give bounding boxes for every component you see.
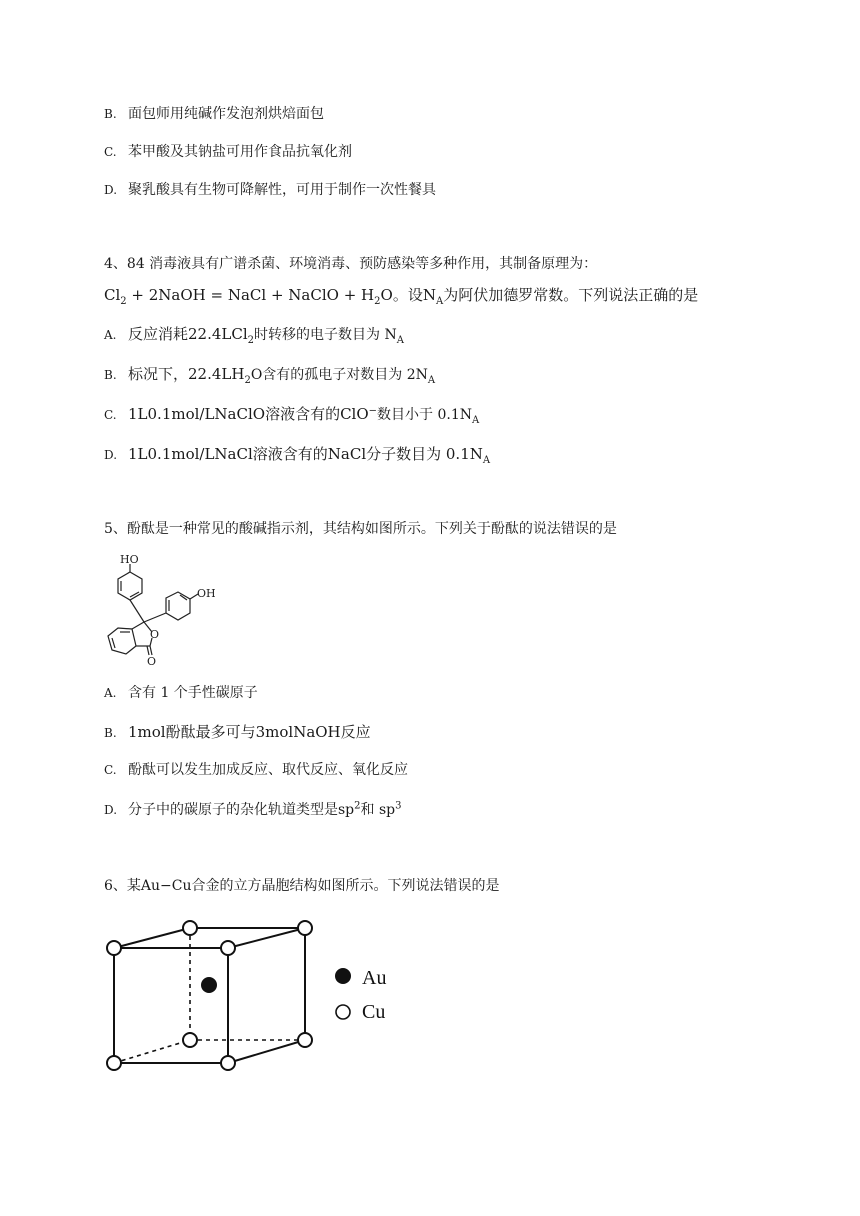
legend-au-label: Au: [362, 967, 387, 989]
option-letter: D.: [104, 183, 118, 197]
au-atom: [201, 977, 217, 993]
q4-stem: 4、84 消毒液具有广谱杀菌、环境消毒、预防感染等多种作用，其制备原理为：: [104, 256, 598, 272]
option-text: 苯甲酸及其钠盐可用作食品抗氧化剂: [128, 144, 352, 160]
q4-option-a: [104, 324, 404, 345]
eq-sub: A: [435, 296, 444, 307]
q3-option-c: [104, 142, 352, 162]
eq-part: O。设N: [380, 286, 436, 304]
option-text: 1L0.1mol/LNaCl溶液含有的NaCl分子数目为 0.1N: [128, 445, 483, 463]
cu-atom: [221, 1056, 235, 1070]
sub: A: [472, 414, 480, 426]
option-text: 面包师用纯碱作发泡剂烘焙面包: [128, 106, 324, 122]
sub: 2: [244, 374, 251, 386]
sup: 2: [354, 800, 361, 812]
cu-atom: [107, 1056, 121, 1070]
option-text: 酚酞可以发生加成反应、取代反应、氧化反应: [128, 762, 408, 778]
carbonyl-oxygen-label: O: [147, 655, 157, 668]
ring-oxygen-label: O: [150, 628, 160, 641]
q5-option-a: [104, 683, 258, 703]
cu-atom: [298, 1033, 312, 1047]
option-text: 和 sp: [360, 802, 396, 818]
q5-option-c: [104, 760, 408, 780]
legend-au-dot: [335, 968, 351, 984]
option-text: 1L0.1mol/LNaClO溶液含有的ClO: [128, 405, 369, 423]
legend-cu-label: Cu: [362, 1001, 386, 1023]
phenolphthalein-structure: [100, 552, 240, 672]
unit-cell-diagram: [98, 912, 408, 1082]
q4-option-c: [104, 404, 479, 425]
q5-option-b: [104, 722, 371, 743]
cu-atom: [298, 921, 312, 935]
sub: A: [427, 374, 436, 386]
sup: 3: [395, 800, 402, 812]
sub: 2: [247, 334, 255, 346]
cu-atom: [221, 941, 235, 955]
q4-option-b: [104, 364, 435, 385]
option-text: 标况下，22.4LH: [128, 365, 245, 383]
option-text: 聚乳酸具有生物可降解性，可用于制作一次性餐具: [128, 182, 436, 198]
option-letter: A.: [104, 686, 117, 700]
eq-part: Cl: [104, 286, 121, 304]
option-text: 1mol酚酞最多可与3molNaOH反应: [128, 723, 371, 741]
cu-atom: [107, 941, 121, 955]
phenol-ring-right: [166, 592, 190, 620]
q6-stem: 6、某Au−Cu合金的立方晶胞结构如图所示。下列说法错误的是: [104, 878, 500, 894]
eq-part: 为阿伏加德罗常数。下列说法正确的是: [443, 286, 699, 304]
option-text: 反应消耗22.4LCl: [128, 325, 248, 343]
option-letter: B.: [104, 107, 117, 121]
option-text: O含有的孤电子对数目为 2N: [250, 367, 428, 383]
q4-option-d: [104, 444, 490, 465]
sub: A: [396, 334, 404, 346]
eq-sub: 2: [120, 296, 127, 307]
option-text: 时转移的电子数目为 N: [254, 327, 397, 343]
sub: A: [482, 454, 491, 466]
option-letter: B.: [104, 368, 117, 382]
option-letter: A.: [104, 328, 117, 342]
option-letter: B.: [104, 726, 117, 740]
option-letter: C.: [104, 145, 117, 159]
q3-option-b: [104, 104, 324, 124]
oh-label: OH: [197, 587, 216, 600]
sup: −: [368, 405, 378, 417]
eq-part: + 2NaOH = NaCl + NaClO + H: [126, 286, 375, 304]
q5-stem: 5、酚酞是一种常见的酸碱指示剂，其结构如图所示。下列关于酚酞的说法错误的是: [104, 521, 617, 537]
q5-option-d: [104, 800, 402, 820]
option-letter: D.: [104, 803, 118, 817]
q4-equation: [104, 285, 698, 305]
eq-sub: 2: [374, 296, 381, 307]
option-letter: C.: [104, 408, 117, 422]
option-letter: D.: [104, 448, 118, 462]
legend-cu-dot: [336, 1005, 350, 1019]
option-text: 含有 1 个手性碳原子: [128, 685, 258, 701]
option-text: 分子中的碳原子的杂化轨道类型是sp: [128, 802, 355, 818]
option-text: 数目小于 0.1N: [377, 407, 472, 423]
cu-atom: [183, 921, 197, 935]
cu-atom: [183, 1033, 197, 1047]
q3-option-d: [104, 180, 436, 200]
option-letter: C.: [104, 763, 117, 777]
ho-label: HO: [120, 553, 139, 566]
